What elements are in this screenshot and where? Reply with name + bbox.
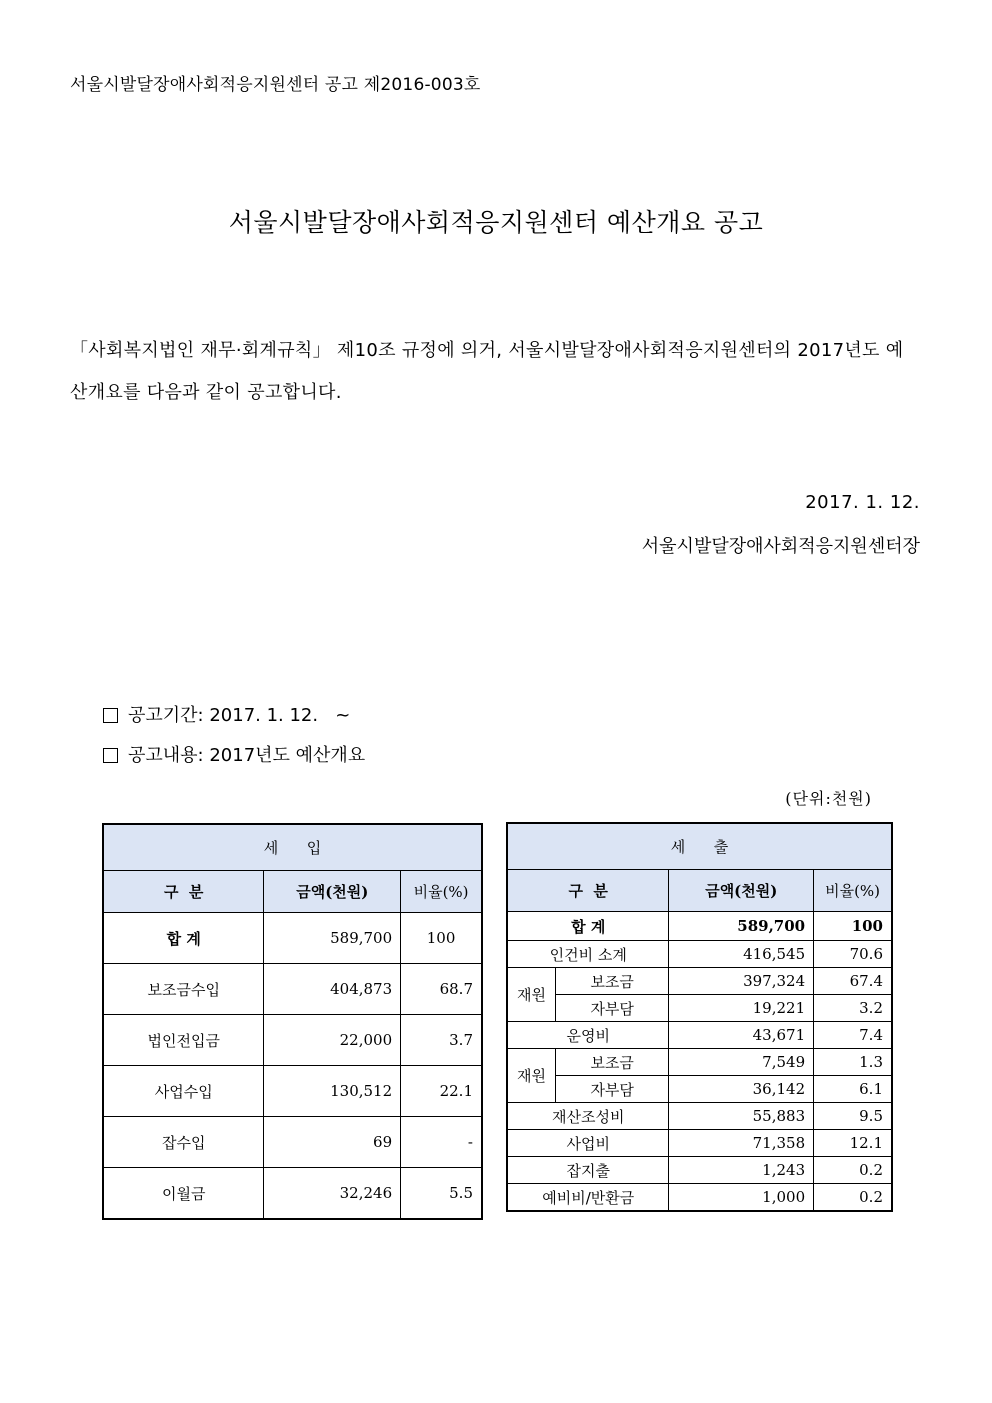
expenditure-subrow-label: 자부담 <box>555 1076 669 1103</box>
expenditure-row-ratio: 67.4 <box>814 968 892 995</box>
period-text: 공고기간: 2017. 1. 12. ~ <box>128 705 351 726</box>
revenue-total-amount: 589,700 <box>264 913 401 964</box>
table-row <box>104 913 482 964</box>
expenditure-subrow-label: 보조금 <box>555 968 669 995</box>
funding-source-label: 재원 <box>508 1049 556 1103</box>
revenue-row-label: 법인전입금 <box>104 1015 264 1066</box>
table-row <box>508 1157 892 1184</box>
table-row <box>508 912 892 941</box>
signer: 서울시발달장애사회적응지원센터장 <box>641 536 920 557</box>
expenditure-subrow-label: 자부담 <box>555 995 669 1022</box>
expenditure-row-label: 운영비 <box>508 1022 669 1049</box>
revenue-row-ratio: 22.1 <box>401 1066 482 1117</box>
table-row <box>508 1130 892 1157</box>
revenue-row-amount: 404,873 <box>264 964 401 1015</box>
revenue-total-label: 합 계 <box>104 913 264 964</box>
expenditure-row-amount: 55,883 <box>669 1103 814 1130</box>
funding-source-label: 재원 <box>508 968 556 1022</box>
table-row <box>104 964 482 1015</box>
expenditure-total-label: 합 계 <box>508 912 669 941</box>
checkbox-icon <box>103 748 118 763</box>
content-line <box>103 741 365 767</box>
body-text: 「사회복지법인 재무·회계규칙」 제10조 규정에 의거, 서울시발달장애사회적응지원센터의 2017년도 예산개요를 다음과 같이 공고합니다. <box>70 340 904 403</box>
table-row <box>508 1184 892 1211</box>
table-row <box>104 1015 482 1066</box>
expenditure-total-ratio: 100 <box>814 912 892 941</box>
table-row <box>508 1076 892 1103</box>
revenue-row-ratio: 3.7 <box>401 1015 482 1066</box>
revenue-title: 세 입 <box>104 825 482 871</box>
table-row <box>508 1022 892 1049</box>
expenditure-row-label: 인건비 소계 <box>508 941 669 968</box>
table-row <box>104 1117 482 1168</box>
expenditure-row-amount: 416,545 <box>669 941 814 968</box>
unit-label: (단위:천원) <box>785 789 872 808</box>
expenditure-subrow-label: 보조금 <box>555 1049 669 1076</box>
revenue-row-label: 이월금 <box>104 1168 264 1219</box>
revenue-row-amount: 69 <box>264 1117 401 1168</box>
revenue-total-ratio: 100 <box>401 913 482 964</box>
expenditure-row-label: 예비비/반환금 <box>508 1184 669 1211</box>
revenue-row-ratio: 68.7 <box>401 964 482 1015</box>
expenditure-row-ratio: 1.3 <box>814 1049 892 1076</box>
revenue-row-label: 잡수입 <box>104 1117 264 1168</box>
revenue-row-amount: 130,512 <box>264 1066 401 1117</box>
table-row <box>508 968 892 995</box>
revenue-header-amount: 금액(천원) <box>264 871 401 913</box>
table-row <box>104 1168 482 1219</box>
expenditure-row-amount: 1,000 <box>669 1184 814 1211</box>
expenditure-row-ratio: 0.2 <box>814 1157 892 1184</box>
expenditure-header-amount: 금액(천원) <box>669 870 814 912</box>
expenditure-row-label: 사업비 <box>508 1130 669 1157</box>
notice-number: 서울시발달장애사회적응지원센터 공고 제2016-003호 <box>70 75 481 95</box>
revenue-row-ratio: 5.5 <box>401 1168 482 1219</box>
expenditure-total-amount: 589,700 <box>669 912 814 941</box>
expenditure-row-amount: 1,243 <box>669 1157 814 1184</box>
revenue-row-amount: 22,000 <box>264 1015 401 1066</box>
expenditure-row-ratio: 70.6 <box>814 941 892 968</box>
table-row <box>508 1049 892 1076</box>
expenditure-row-amount: 397,324 <box>669 968 814 995</box>
table-row <box>104 1066 482 1117</box>
expenditure-row-ratio: 0.2 <box>814 1184 892 1211</box>
table-row <box>508 995 892 1022</box>
revenue-table <box>103 824 482 1219</box>
revenue-row-label: 사업수입 <box>104 1066 264 1117</box>
period-line <box>103 701 350 727</box>
notice-date: 2017. 1. 12. <box>805 492 920 513</box>
revenue-header-ratio: 비율(%) <box>401 871 482 913</box>
table-row <box>508 941 892 968</box>
expenditure-row-ratio: 9.5 <box>814 1103 892 1130</box>
expenditure-header-category: 구 분 <box>508 870 669 912</box>
revenue-row-ratio: - <box>401 1117 482 1168</box>
expenditure-row-amount: 7,549 <box>669 1049 814 1076</box>
expenditure-table <box>507 823 892 1211</box>
expenditure-row-ratio: 3.2 <box>814 995 892 1022</box>
page-title: 서울시발달장애사회적응지원센터 예산개요 공고 <box>228 208 764 237</box>
expenditure-row-amount: 43,671 <box>669 1022 814 1049</box>
expenditure-row-amount: 36,142 <box>669 1076 814 1103</box>
revenue-header-category: 구 분 <box>104 871 264 913</box>
expenditure-row-ratio: 7.4 <box>814 1022 892 1049</box>
expenditure-row-label: 잡지출 <box>508 1157 669 1184</box>
expenditure-row-amount: 19,221 <box>669 995 814 1022</box>
expenditure-title: 세 출 <box>508 824 892 870</box>
expenditure-row-amount: 71,358 <box>669 1130 814 1157</box>
revenue-row-amount: 32,246 <box>264 1168 401 1219</box>
expenditure-header-ratio: 비율(%) <box>814 870 892 912</box>
expenditure-row-ratio: 6.1 <box>814 1076 892 1103</box>
table-row <box>508 1103 892 1130</box>
content-text: 공고내용: 2017년도 예산개요 <box>128 745 366 766</box>
revenue-row-label: 보조금수입 <box>104 964 264 1015</box>
expenditure-row-ratio: 12.1 <box>814 1130 892 1157</box>
checkbox-icon <box>103 708 118 723</box>
expenditure-row-label: 재산조성비 <box>508 1103 669 1130</box>
